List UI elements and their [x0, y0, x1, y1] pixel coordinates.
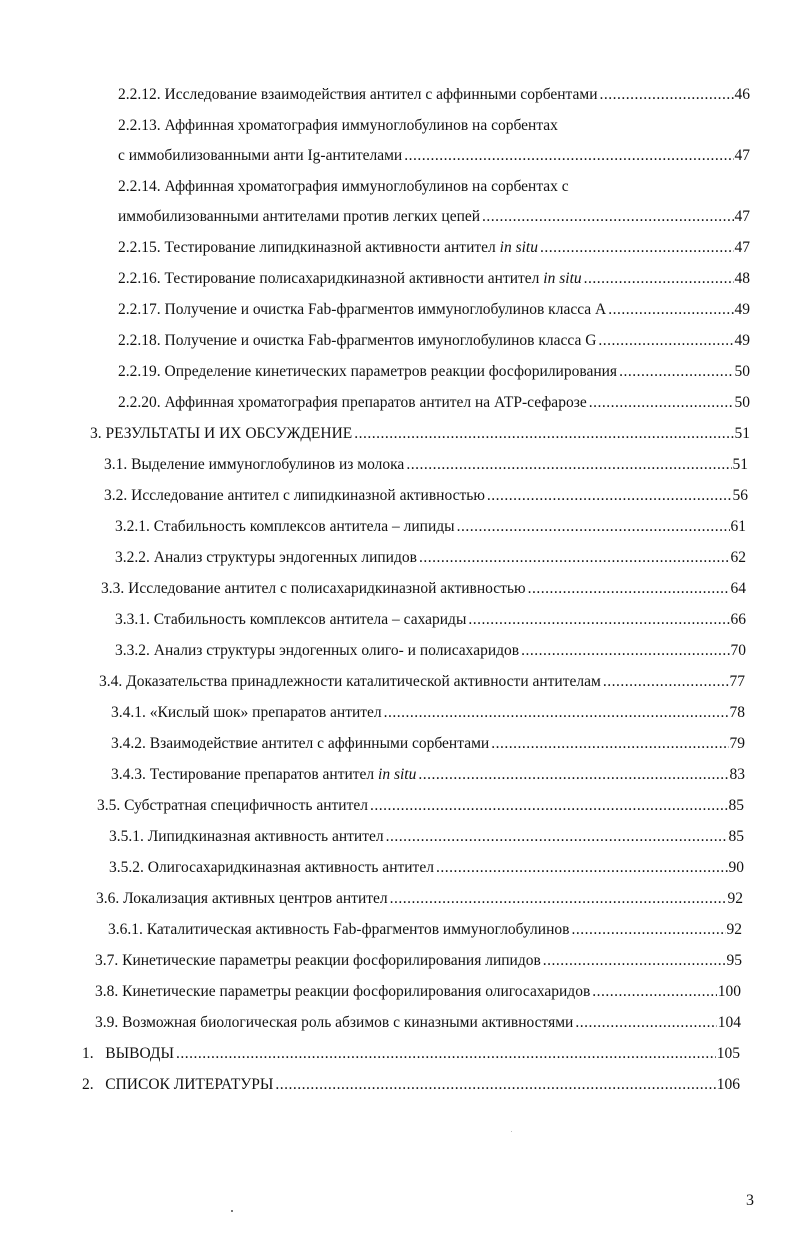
- toc-entry: [95, 949, 742, 973]
- toc-entry-title: 2.2.14. Аффинная хроматография иммуноглобулинов на сорбентах с: [118, 178, 569, 195]
- toc-entry: [108, 918, 742, 942]
- toc-entry-page: 50: [734, 360, 751, 384]
- toc-entry: [115, 515, 746, 539]
- toc-entry-title: 3.2.2. Анализ структуры эндогенных липидов: [115, 546, 419, 570]
- toc-entry: [115, 546, 746, 570]
- leader-dots: [571, 918, 725, 942]
- leader-dots: [600, 83, 734, 107]
- leader-dots: [384, 701, 729, 725]
- toc-entry-page: 90: [728, 856, 745, 880]
- toc-entry-page: 92: [727, 887, 744, 911]
- toc-entry-title: с иммобилизованными анти Ig-антителами: [118, 144, 404, 168]
- toc-entry: [109, 856, 744, 880]
- toc-entry: [111, 763, 745, 787]
- toc-entry-title: 3.8. Кинетические параметры реакции фосфорилирования олигосахаридов: [95, 980, 592, 1004]
- toc-entry: [118, 360, 750, 384]
- leader-dots: [275, 1073, 715, 1097]
- toc-entry-title: 2.2.18. Получение и очистка Fab-фрагментов имуноглобулинов класса G: [118, 329, 598, 353]
- toc-entry-page: 100: [717, 980, 741, 1004]
- leader-dots: [491, 732, 728, 756]
- leader-dots: [592, 980, 716, 1004]
- leader-dots: [406, 453, 731, 477]
- leader-dots: [457, 515, 730, 539]
- toc-entry-title: 2.2.17. Получение и очистка Fab-фрагментов иммуноглобулинов класса А: [118, 298, 608, 322]
- leader-dots: [468, 608, 729, 632]
- toc-entry-page: 51: [734, 422, 751, 446]
- toc-entry-title: 3.3.1. Стабильность комплексов антитела – сахариды: [115, 608, 468, 632]
- toc-entry: [115, 639, 746, 663]
- toc-entry-page: 61: [730, 515, 747, 539]
- toc-entry-page: 104: [717, 1011, 741, 1035]
- toc-entry-page: 92: [726, 918, 743, 942]
- toc-entry-title: 2.2.15. Тестирование липидкиназной активности антител in situ: [118, 236, 540, 260]
- toc-entry-page: 50: [734, 391, 751, 415]
- leader-dots: [487, 484, 732, 508]
- toc-entry-page: 49: [734, 298, 751, 322]
- toc-entry-page: 105: [716, 1042, 740, 1066]
- toc-entry-page: 85: [728, 794, 745, 818]
- toc-entry-title: 3.9. Возможная биологическая роль абзимов с киназными активностями: [95, 1011, 575, 1035]
- leader-dots: [603, 670, 729, 694]
- toc-entry: [118, 83, 750, 107]
- toc-entry-page: 49: [734, 329, 751, 353]
- toc-entry-page: 83: [729, 763, 746, 787]
- toc-entry: [111, 732, 745, 756]
- toc-entry-page: 47: [734, 205, 751, 229]
- toc-entry: [90, 422, 750, 446]
- toc-entry-title: 3.3.2. Анализ структуры эндогенных олиго- и полисахаридов: [115, 639, 521, 663]
- toc-entry-title: 3.4.2. Взаимодействие антител с аффинными сорбентами: [111, 732, 491, 756]
- toc-entry-page: 106: [716, 1073, 740, 1097]
- toc-entry-page: 47: [734, 144, 751, 168]
- leader-dots: [404, 144, 733, 168]
- leader-dots: [528, 577, 730, 601]
- leader-dots: [176, 1042, 716, 1066]
- leader-dots: [521, 639, 729, 663]
- leader-dots: [584, 267, 734, 291]
- leader-dots: [540, 236, 734, 260]
- leader-dots: [386, 825, 728, 849]
- leader-dots: [354, 422, 733, 446]
- toc-entry: [82, 1073, 740, 1097]
- toc-entry-page: 48: [734, 267, 751, 291]
- leader-dots: [608, 298, 733, 322]
- toc-entry-title: 2. СПИСОК ЛИТЕРАТУРЫ: [82, 1073, 275, 1097]
- leader-dots: [619, 360, 733, 384]
- leader-dots: [418, 763, 728, 787]
- toc-entry: [115, 608, 746, 632]
- toc-entry: [104, 484, 748, 508]
- toc-entry: [99, 670, 745, 694]
- toc-entry-page: 47: [734, 236, 751, 260]
- leader-dots: [575, 1011, 716, 1035]
- toc-entry-title: 3.3. Исследование антител с полисахаридкиназной активностью: [101, 577, 528, 601]
- toc-entry: [109, 825, 744, 849]
- leader-dots: [589, 391, 734, 415]
- leader-dots: [436, 856, 728, 880]
- toc-entry: [118, 114, 558, 138]
- toc-entry-page: 79: [729, 732, 746, 756]
- toc-entry: [118, 329, 750, 353]
- toc-entry-title: 3. РЕЗУЛЬТАТЫ И ИХ ОБСУЖДЕНИЕ: [90, 422, 354, 446]
- toc-entry-page: 95: [726, 949, 743, 973]
- toc-entry-title: 2.2.19. Определение кинетических параметров реакции фосфорилирования: [118, 360, 619, 384]
- toc-entry-page: 66: [730, 608, 747, 632]
- toc-entry: [101, 577, 746, 601]
- toc-entry: [111, 701, 745, 725]
- leader-dots: [482, 205, 733, 229]
- toc-entry: [97, 794, 744, 818]
- toc-entry-title: 3.5. Субстратная специфичность антител: [97, 794, 370, 818]
- scan-speck: [511, 1131, 512, 1132]
- toc-entry: [118, 298, 750, 322]
- toc-entry-page: 85: [728, 825, 745, 849]
- toc-entry: [95, 1011, 741, 1035]
- leader-dots: [419, 546, 730, 570]
- toc-entry-title: 3.1. Выделение иммуноглобулинов из молока: [104, 453, 406, 477]
- toc-entry-title: 3.2.1. Стабильность комплексов антитела – липиды: [115, 515, 457, 539]
- page-number: 3: [746, 1192, 754, 1209]
- toc-entry: [118, 205, 750, 229]
- toc-entry: [104, 453, 748, 477]
- toc-entry-title: 2.2.20. Аффинная хроматография препаратов антител на АТР-сефарозе: [118, 391, 589, 415]
- toc-entry: [118, 144, 750, 168]
- toc-entry-title: 3.4.1. «Кислый шок» препаратов антител: [111, 701, 384, 725]
- toc-entry-page: 51: [732, 453, 749, 477]
- toc-entry-page: 78: [729, 701, 746, 725]
- toc-entry: [118, 236, 750, 260]
- toc-entry-title: 3.5.1. Липидкиназная активность антител: [109, 825, 386, 849]
- toc-entry-page: 62: [730, 546, 747, 570]
- toc-entry-title: 3.5.2. Олигосахаридкиназная активность антител: [109, 856, 436, 880]
- toc-entry-page: 64: [730, 577, 747, 601]
- toc-entry-title: 2.2.13. Аффинная хроматография иммуноглобулинов на сорбентах: [118, 117, 558, 134]
- leader-dots: [390, 887, 727, 911]
- leader-dots: [598, 329, 733, 353]
- toc-entry-title: 3.2. Исследование антител с липидкиназной активностью: [104, 484, 487, 508]
- toc-entry-title: 3.7. Кинетические параметры реакции фосфорилирования липидов: [95, 949, 543, 973]
- toc-entry-title: 2.2.12. Исследование взаимодействия антител с аффинными сорбентами: [118, 83, 600, 107]
- leader-dots: [543, 949, 726, 973]
- toc-entry: [95, 980, 741, 1004]
- toc-entry: [118, 267, 750, 291]
- toc-entry: [118, 175, 569, 199]
- toc-entry-page: 56: [732, 484, 749, 508]
- toc-entry-title: 3.6.1. Каталитическая активность Fab-фрагментов иммуноглобулинов: [108, 918, 571, 942]
- toc-entry-page: 46: [734, 83, 751, 107]
- toc-entry-title: 3.4. Доказательства принадлежности каталитической активности антителам: [99, 670, 603, 694]
- toc-entry-title: 2.2.16. Тестирование полисахаридкиназной активности антител in situ: [118, 267, 584, 291]
- toc-entry-page: 70: [730, 639, 747, 663]
- toc-entry-title: иммобилизованными антителами против легких цепей: [118, 205, 482, 229]
- toc-entry-title: 3.4.3. Тестирование препаратов антител in situ: [111, 763, 418, 787]
- toc-entry-title: 1. ВЫВОДЫ: [82, 1042, 176, 1066]
- toc-entry: [82, 1042, 740, 1066]
- scan-speck: [231, 1210, 233, 1212]
- toc-entry: [118, 391, 750, 415]
- toc-entry-title: 3.6. Локализация активных центров антител: [96, 887, 390, 911]
- leader-dots: [370, 794, 728, 818]
- toc-entry-page: 77: [729, 670, 746, 694]
- toc-entry: [96, 887, 743, 911]
